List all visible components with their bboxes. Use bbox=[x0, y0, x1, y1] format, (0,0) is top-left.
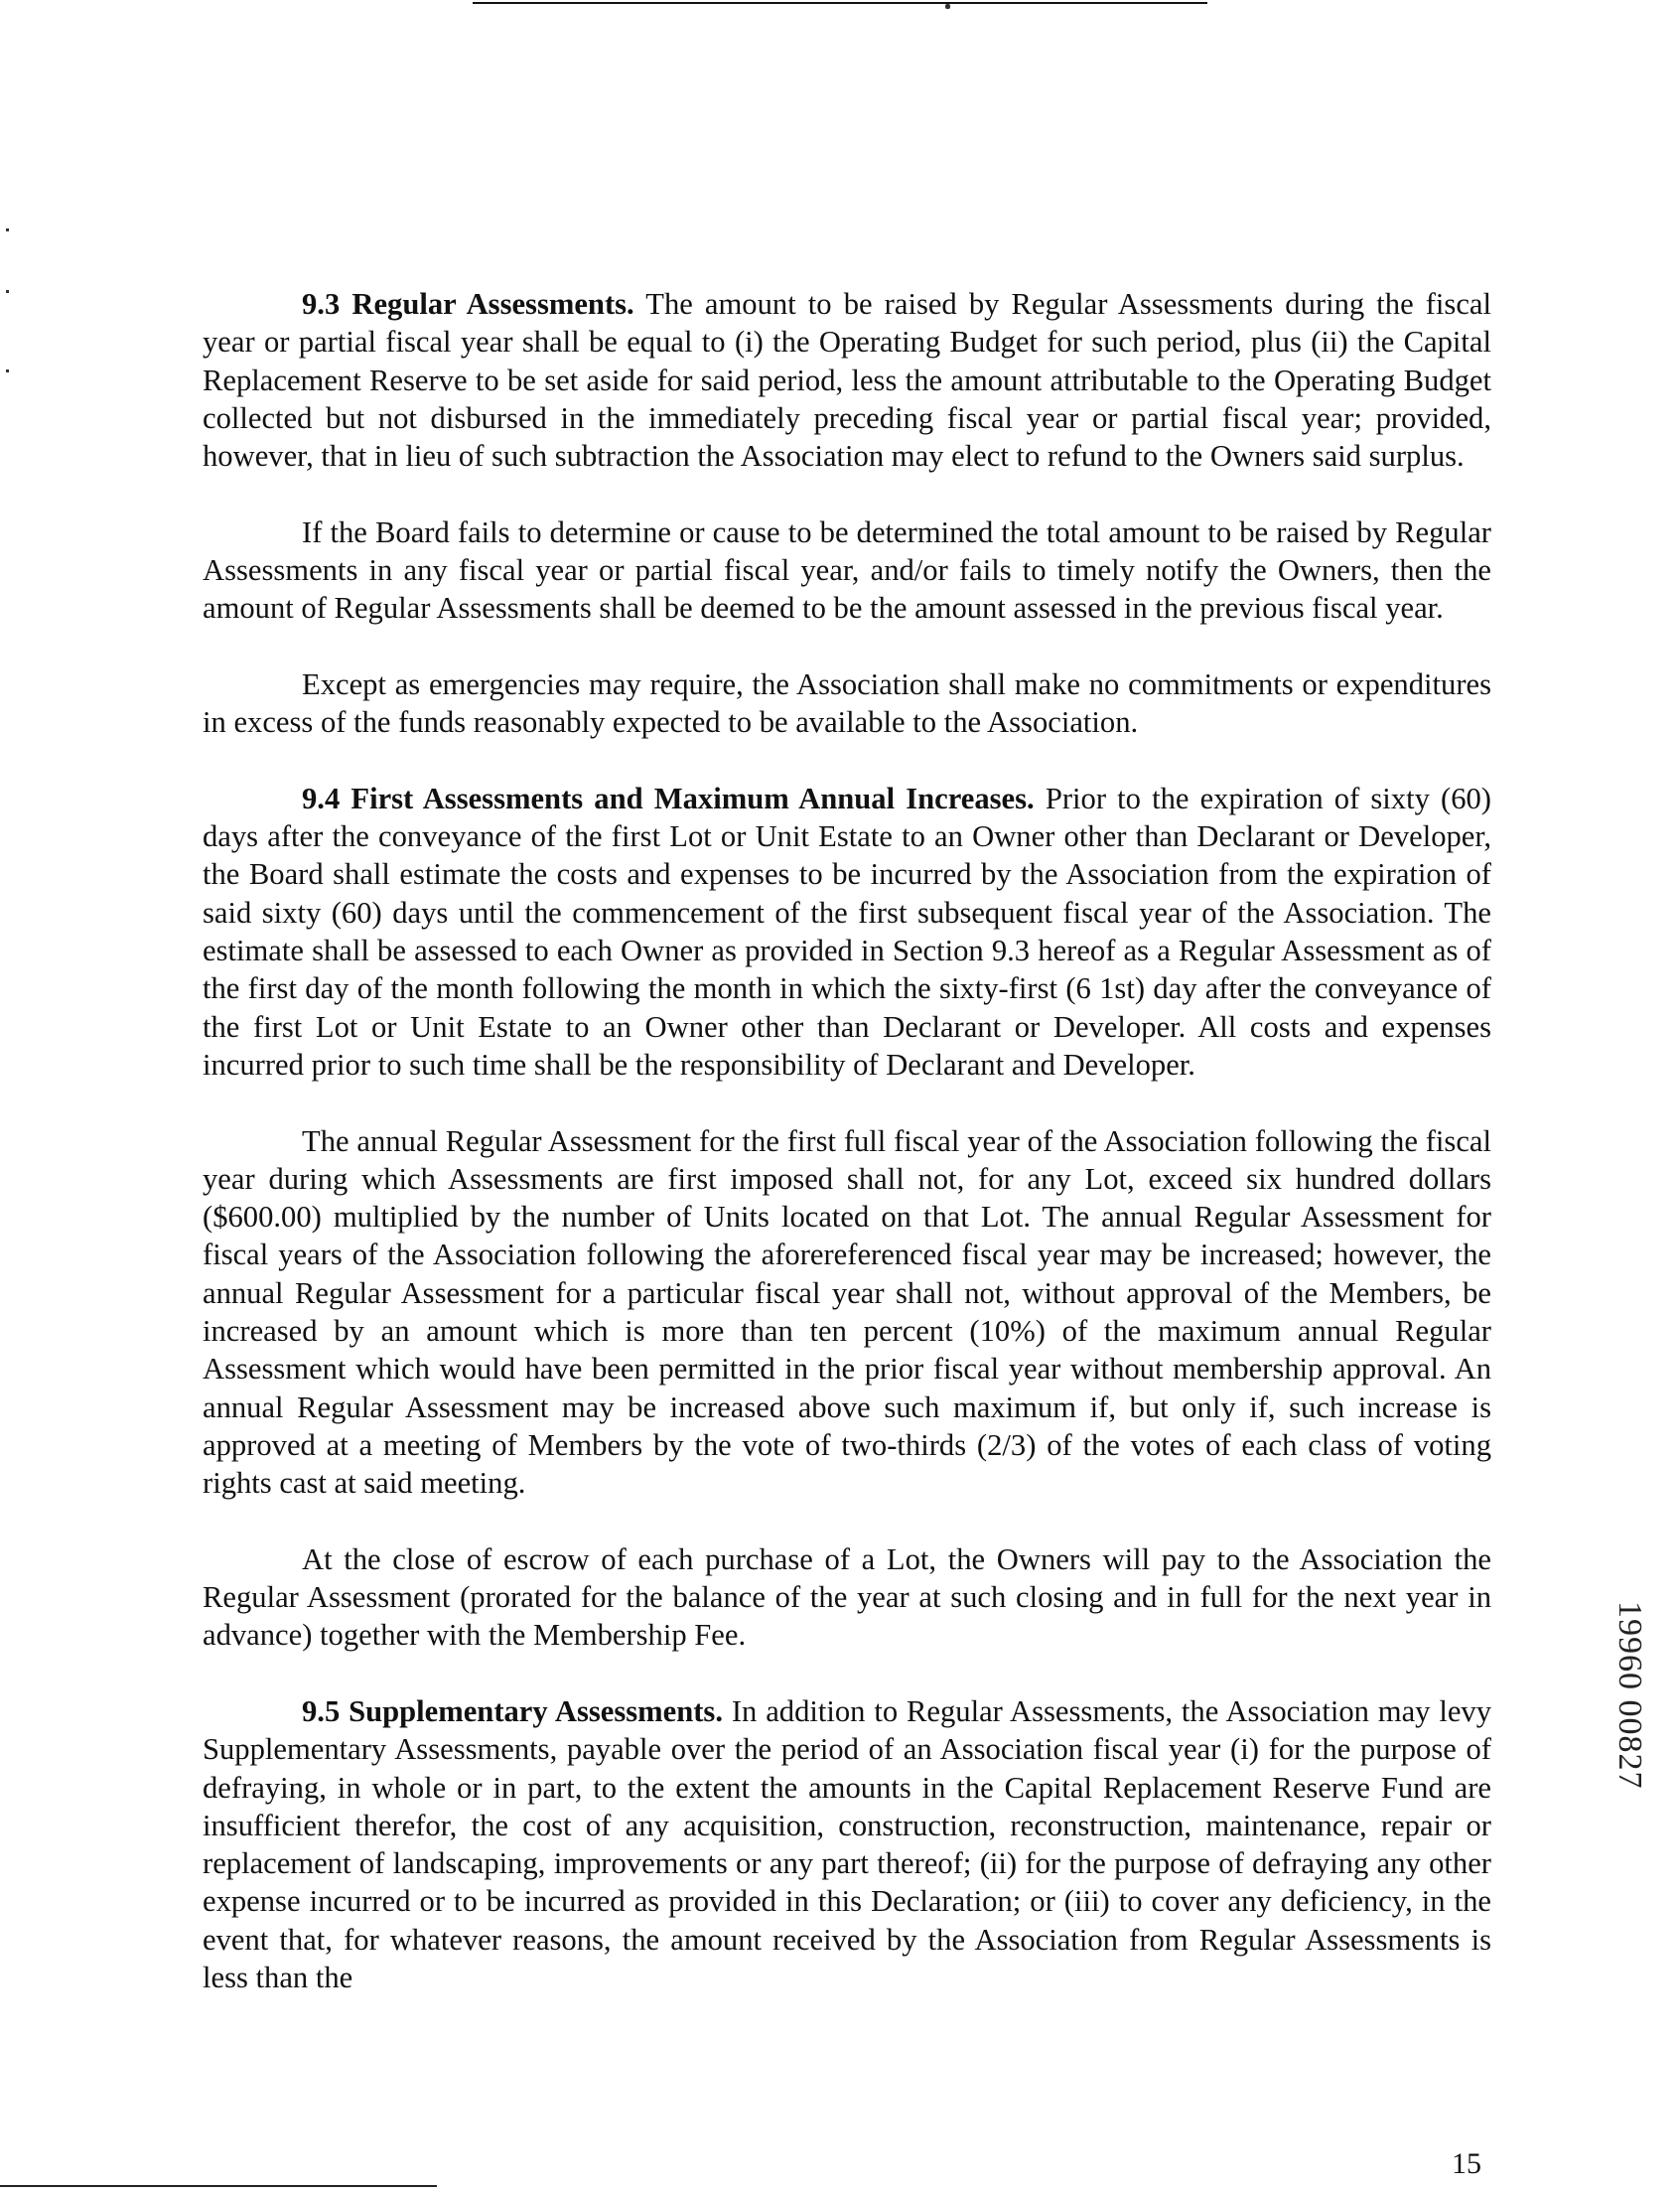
paragraph-9-4 bbox=[203, 780, 1491, 1084]
section-heading: 9.5 Supplementary Assessments. bbox=[302, 1693, 723, 1728]
paragraph-board-failure bbox=[203, 513, 1491, 628]
paragraph-text: The amount to be raised by Regular Assessments during the fiscal year or partial fiscal year shall be equal to (i) the Operating Budget for such period, plus (ii) the Capital Replacement Reserve to be set aside for said period, less the amount attributable to the Operating Budget collected but not disbursed in the immediately preceding fiscal year or partial fiscal year; provided, however, that in lieu of such subtraction the Association may elect to refund to the Owners said surplus. bbox=[203, 287, 1491, 474]
scan-speck bbox=[945, 4, 950, 9]
paragraph-9-5 bbox=[203, 1692, 1491, 1996]
paragraph-text: If the Board fails to determine or cause to be determined the total amount to be raised by Regular Assessments in any fiscal year or partial fiscal year, and/or fails to timely notify the Owners, then the amount of Regular Assessments shall be deemed to be the amount assessed in the previous fiscal year. bbox=[203, 514, 1491, 626]
document-body bbox=[203, 285, 1491, 2035]
paragraph-9-3 bbox=[203, 285, 1491, 475]
paragraph-text: In addition to Regular Assessments, the Association may levy Supplementary Assessments, payable over the period of an Association fiscal year (i) for the purpose of defraying, in whole or in part, to the extent the amounts in the Capital Replacement Reserve Fund are insufficient therefor, the cost of any acquisition, construction, reconstruction, maintenance, repair or replacement of landscaping, improvements or any part thereof; (ii) for the purpose of defraying any other expense incurred or to be incurred as provided in this Declaration; or (iii) to cover any deficiency, in the event that, for whatever reasons, the amount received by the Association from Regular Assessments is less than the bbox=[203, 1693, 1491, 1995]
top-rule bbox=[473, 2, 1207, 4]
scan-edge-mark bbox=[6, 290, 9, 293]
bottom-rule bbox=[0, 2185, 437, 2187]
recording-number: 19960 00827 bbox=[1611, 1601, 1648, 1790]
scan-edge-mark bbox=[6, 369, 9, 372]
page-number: 15 bbox=[1452, 2147, 1481, 2180]
section-heading: 9.3 Regular Assessments. bbox=[302, 287, 634, 321]
paragraph-emergencies bbox=[203, 665, 1491, 742]
scan-edge-mark bbox=[6, 228, 9, 231]
section-heading: 9.4 First Assessments and Maximum Annual Increases. bbox=[302, 781, 1035, 815]
recording-stamp bbox=[1609, 1601, 1660, 1869]
paragraph-close-of-escrow bbox=[203, 1540, 1491, 1655]
paragraph-text: The annual Regular Assessment for the first full fiscal year of the Association following the fiscal year during which Assessments are first imposed shall not, for any Lot, exceed six hundred dollars ($600.00) multiplied by the number of Units located on that Lot. The annual Regular Assessment for fiscal years of the Association following the aforereferenced fiscal year may be increased; however, the annual Regular Assessment for a particular fiscal year shall not, without approval of the Members, be increased by an amount which is more than ten percent (10%) of the maximum annual Regular Assessment which would have been permitted in the prior fiscal year without membership approval. An annual Regular Assessment may be increased above such maximum if, but only if, such increase is approved at a meeting of Members by the vote of two-thirds (2/3) of the votes of each class of voting rights cast at said meeting. bbox=[203, 1123, 1491, 1501]
paragraph-text: At the close of escrow of each purchase of a Lot, the Owners will pay to the Association the Regular Assessment (prorated for the balance of the year at such closing and in full for the next year in advance) together with the Membership Fee. bbox=[203, 1541, 1491, 1653]
paragraph-annual-assessment bbox=[203, 1122, 1491, 1503]
paragraph-text: Except as emergencies may require, the Association shall make no commitments or expenditures in excess of the funds reasonably expected to be available to the Association. bbox=[203, 666, 1491, 740]
paragraph-text: Prior to the expiration of sixty (60) days after the conveyance of the first Lot or Unit Estate to an Owner other than Declarant or Developer, the Board shall estimate the costs and expenses to be incurred by the Association from the expiration of said sixty (60) days until the commencement of the first subsequent fiscal year of the Association. The estimate shall be assessed to each Owner as provided in Section 9.3 hereof as a Regular Assessment as of the first day of the month following the month in which the sixty-first (6 1st) day after the conveyance of the first Lot or Unit Estate to an Owner other than Declarant or Developer. All costs and expenses incurred prior to such time shall be the responsibility of Declarant and Developer. bbox=[203, 781, 1491, 1082]
